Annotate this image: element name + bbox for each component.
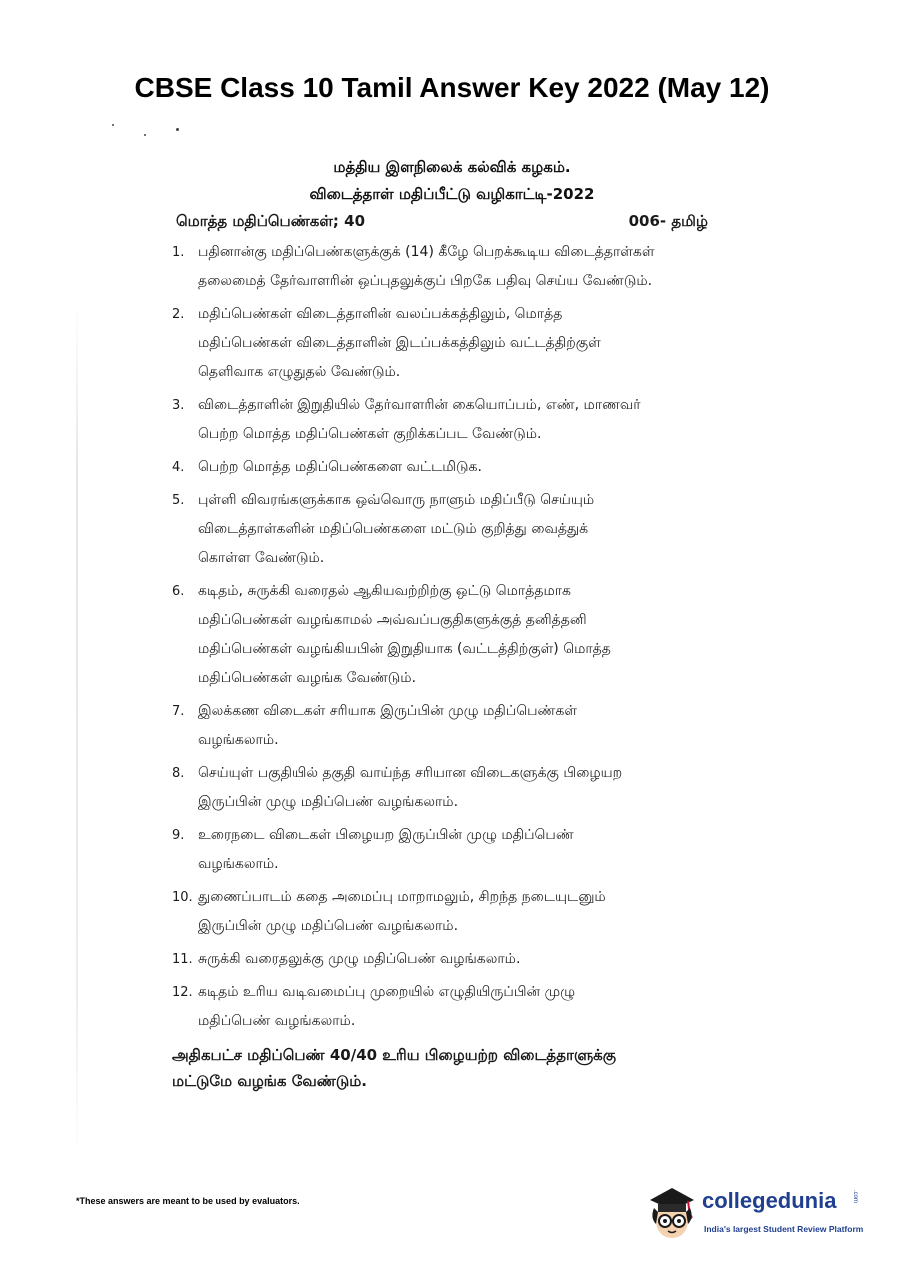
list-item bbox=[172, 821, 772, 879]
collegedunia-logo bbox=[644, 1178, 874, 1244]
list-item bbox=[172, 391, 772, 449]
item-number: 6. bbox=[172, 584, 185, 599]
item-number: 9. bbox=[172, 828, 185, 843]
guide-title: விடைத்தாள் மதிப்பீட்டு வழிகாட்டி-2022 bbox=[309, 185, 595, 203]
list-item bbox=[172, 300, 772, 387]
item-number: 2. bbox=[172, 307, 185, 322]
item-number: 8. bbox=[172, 766, 185, 781]
list-item bbox=[172, 577, 772, 693]
item-text: இலக்கண விடைகள் சரியாக இருப்பின் முழு மதிப்பெண்கள் வழங்கலாம். bbox=[198, 703, 577, 748]
item-text: துணைப்பாடம் கதை அமைப்பு மாறாமலும், சிறந்த நடையுடனும் இருப்பின் முழு மதிப்பெண் வழங்கலாம். bbox=[198, 889, 606, 934]
scan-edge-shadow bbox=[76, 300, 78, 1160]
logo-tagline: India's largest Student Review Platform bbox=[704, 1224, 864, 1234]
marks-subject-row bbox=[176, 212, 708, 232]
item-text: சுருக்கி வரைதலுக்கு முழு மதிப்பெண் வழங்கலாம். bbox=[198, 951, 521, 967]
item-number: 3. bbox=[172, 398, 185, 413]
item-number: 11. bbox=[172, 952, 193, 967]
list-item bbox=[172, 697, 772, 755]
list-item bbox=[172, 453, 772, 482]
scan-specks bbox=[108, 118, 188, 138]
list-item bbox=[172, 945, 772, 974]
total-marks: மொத்த மதிப்பெண்கள்; 40 bbox=[176, 212, 366, 230]
item-number: 1. bbox=[172, 245, 185, 260]
item-number: 7. bbox=[172, 704, 185, 719]
logo-wordmark: collegedunia bbox=[702, 1188, 837, 1213]
item-text: புள்ளி விவரங்களுக்காக ஒவ்வொரு நாளும் மதிப்பீடு செய்யும் விடைத்தாள்களின் மதிப்பெண்களை மட்டும் குறித்து வைத்துக் கொள்ள வேண்டும். bbox=[198, 492, 595, 566]
item-number: 10. bbox=[172, 890, 193, 905]
item-number: 12. bbox=[172, 985, 193, 1000]
item-text: உரைநடை விடைகள் பிழையற இருப்பின் முழு மதிப்பெண் வழங்கலாம். bbox=[198, 827, 574, 872]
item-text: கடிதம் உரிய வடிவமைப்பு முறையில் எழுதியிருப்பின் முழு மதிப்பெண் வழங்கலாம். bbox=[198, 984, 576, 1029]
item-text: மதிப்பெண்கள் விடைத்தாளின் வலப்பக்கத்திலும், மொத்த மதிப்பெண்கள் விடைத்தாளின் இடப்பக்கத்திலும் வட்டத்திற்குள் தெளிவாக எழுதுதல் வேண்டும். bbox=[198, 306, 601, 380]
closing-note: அதிகபட்ச மதிப்பெண் 40/40 உரிய பிழையற்ற விடைத்தாளுக்கு மட்டுமே வழங்க வேண்டும். bbox=[172, 1046, 617, 1090]
item-number: 4. bbox=[172, 460, 185, 475]
list-item bbox=[172, 238, 772, 296]
item-text: விடைத்தாளின் இறுதியில் தேர்வாளரின் கையொப்பம், எண், மாணவர் பெற்ற மொத்த மதிப்பெண்கள் குறிக்கப்பட வேண்டும். bbox=[198, 397, 641, 442]
board-name: மத்திய இளநிலைக் கல்விக் கழகம். bbox=[333, 158, 571, 176]
instruction-list bbox=[172, 238, 772, 1040]
item-text: பதினான்கு மதிப்பெண்களுக்குக் (14) கீழே பெறக்கூடிய விடைத்தாள்கள் தலைமைத் தேர்வாளரின் ஒப்புதலுக்குப் பிறகே பதிவு செய்ய வேண்டும். bbox=[198, 244, 655, 289]
footnote: *These answers are meant to be used by evaluators. bbox=[76, 1196, 300, 1206]
mascot-icon bbox=[644, 1178, 700, 1244]
item-text: செய்யுள் பகுதியில் தகுதி வாய்ந்த சரியான விடைகளுக்கு பிழையற இருப்பின் முழு மதிப்பெண் வழங்கலாம். bbox=[198, 765, 623, 810]
item-number: 5. bbox=[172, 493, 185, 508]
logo-dotcom: .com bbox=[852, 1190, 858, 1204]
list-item bbox=[172, 759, 772, 817]
item-text: கடிதம், சுருக்கி வரைதல் ஆகியவற்றிற்கு ஒட்டு மொத்தமாக மதிப்பெண்கள் வழங்காமல் அவ்வப்பகுதிகளுக்குத் தனித்தனி மதிப்பெண்கள் வழங்கியபின் இறுதியாக (வட்டத்திற்குள்) மொத்த மதிப்பெண்கள் வழங்க வேண்டும். bbox=[198, 583, 611, 686]
subject-code: 006- தமிழ் bbox=[628, 212, 708, 230]
item-text: பெற்ற மொத்த மதிப்பெண்களை வட்டமிடுக. bbox=[198, 459, 482, 475]
list-item bbox=[172, 978, 772, 1036]
list-item bbox=[172, 883, 772, 941]
list-item bbox=[172, 486, 772, 573]
page-title: CBSE Class 10 Tamil Answer Key 2022 (May 12) bbox=[134, 72, 770, 103]
